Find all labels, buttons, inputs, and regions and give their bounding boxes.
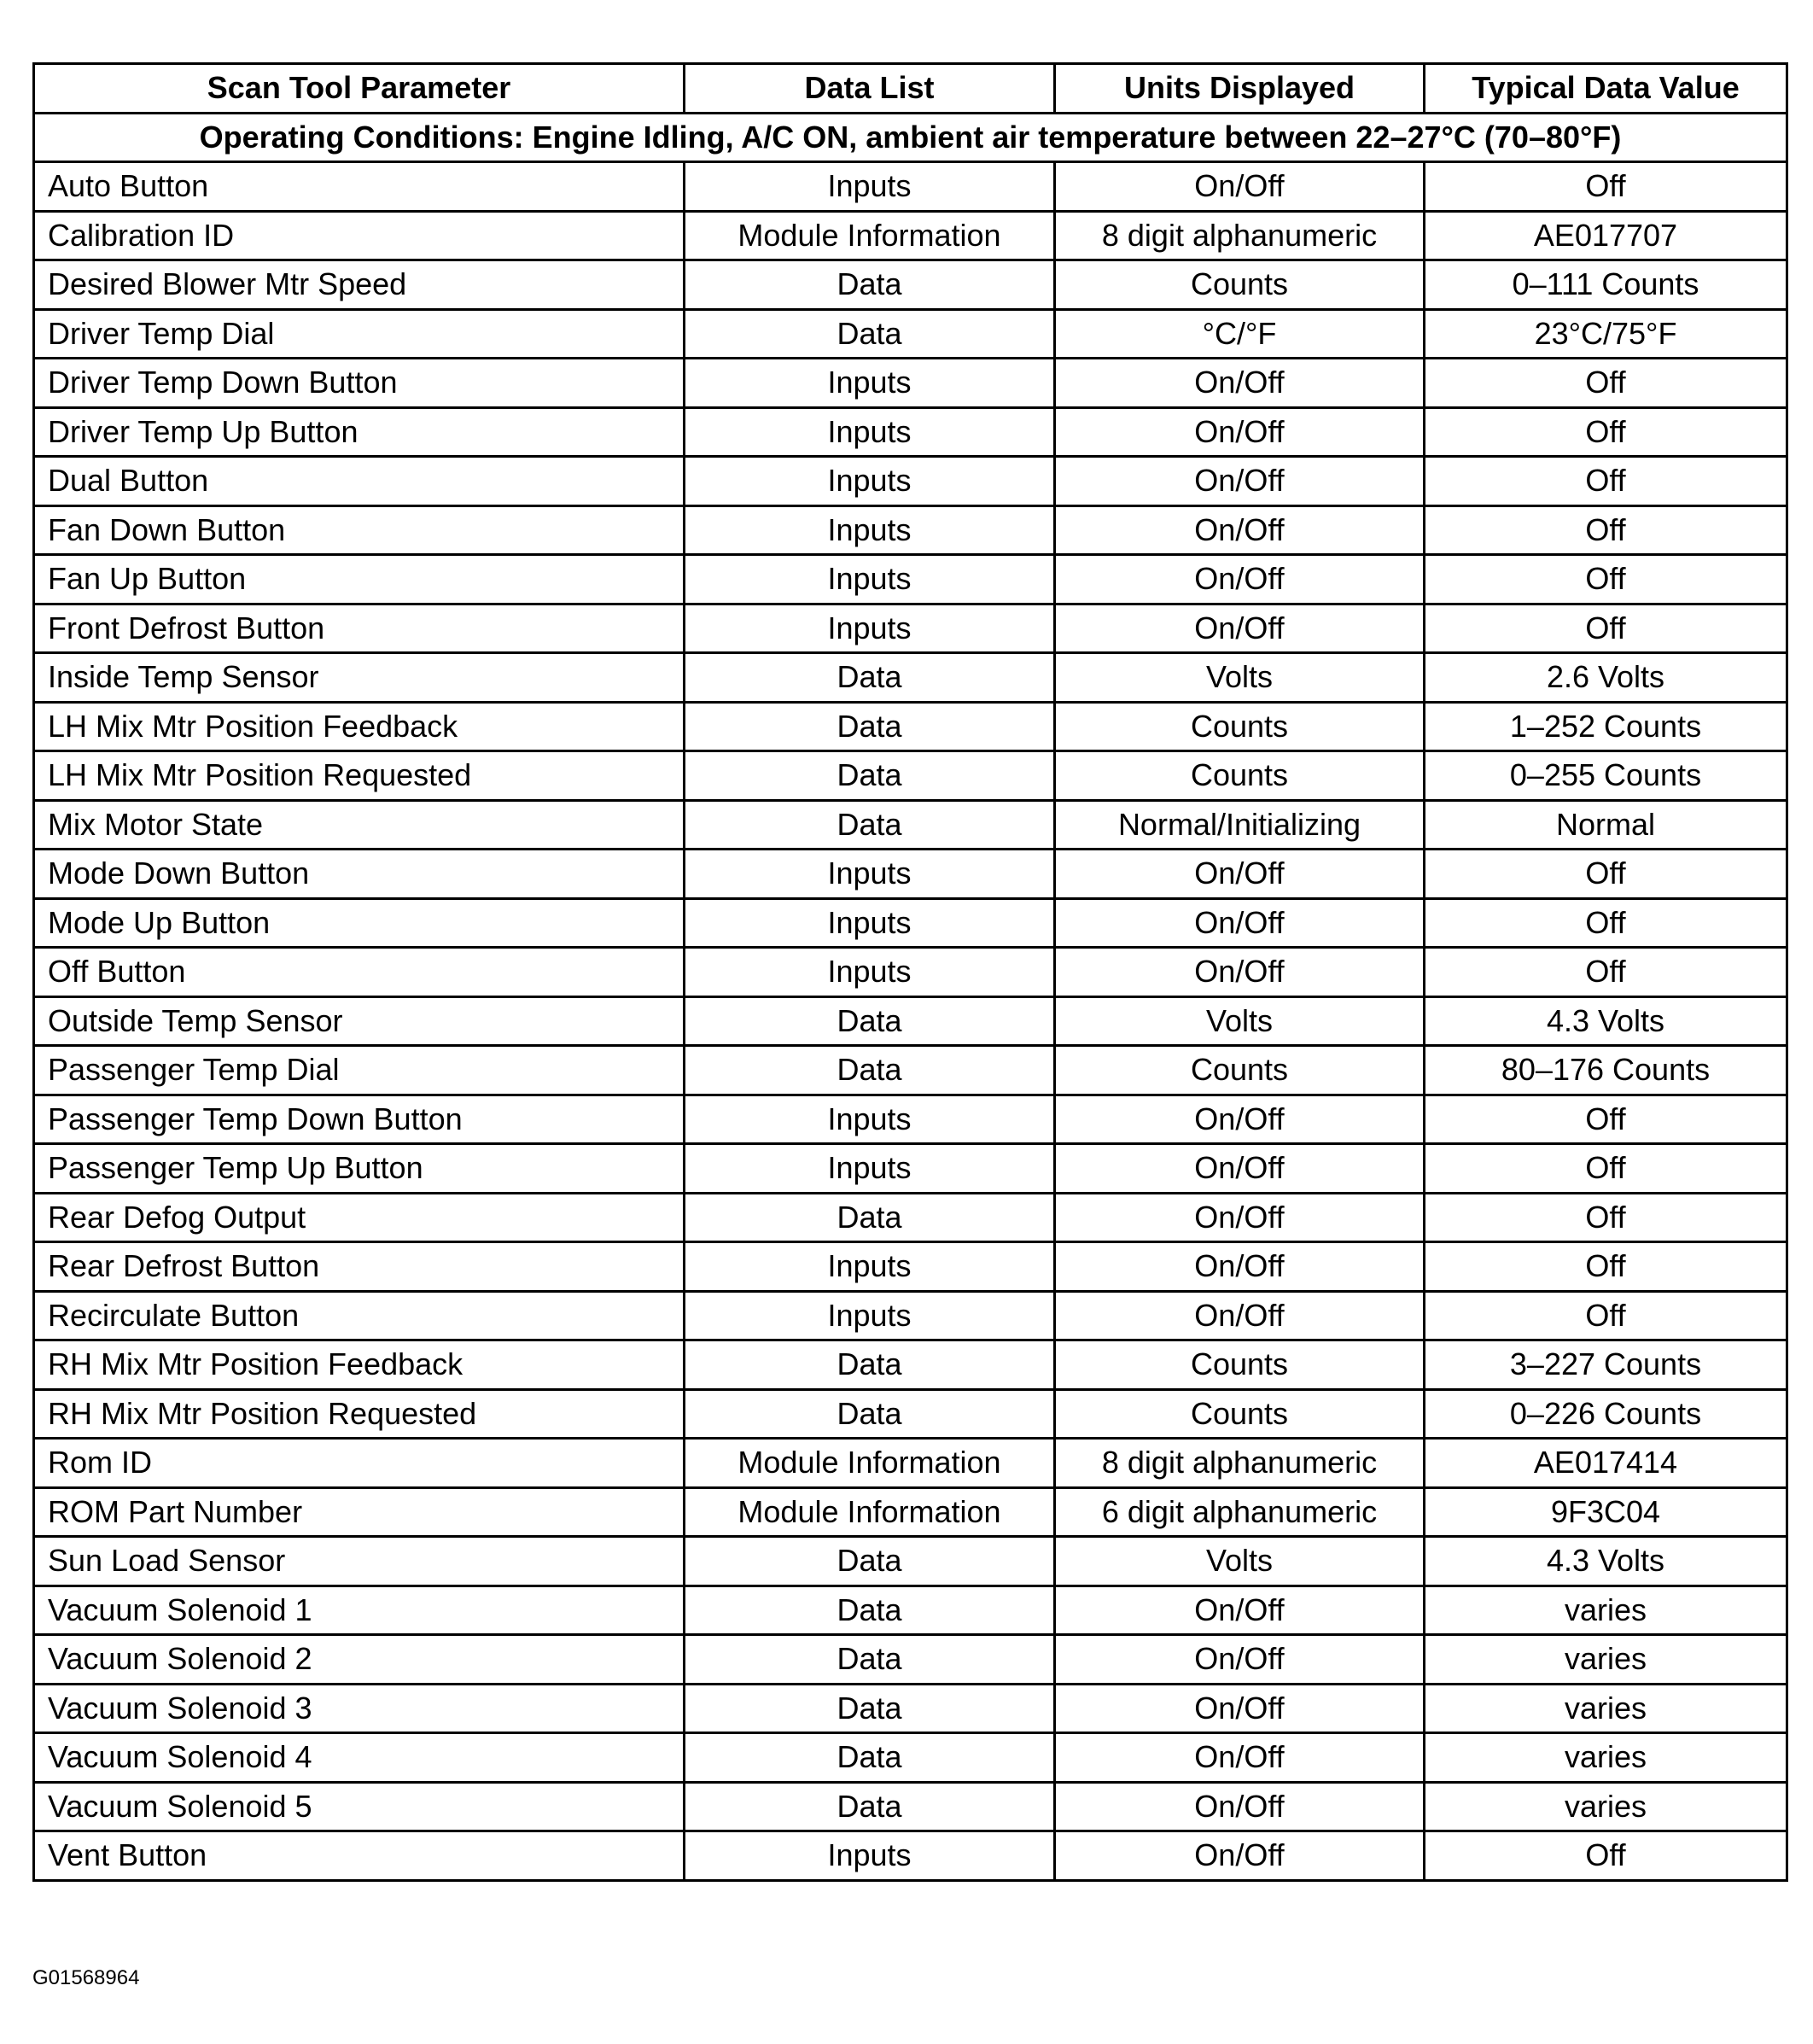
typical-value-cell: Normal (1425, 800, 1787, 850)
typical-value-cell: varies (1425, 1586, 1787, 1635)
typical-value-cell: AE017414 (1425, 1439, 1787, 1488)
table-row (34, 1193, 1787, 1242)
table-row (34, 1684, 1787, 1733)
parameter-cell: Mode Up Button (34, 898, 685, 948)
table-row (34, 653, 1787, 703)
data-list-cell: Inputs (685, 604, 1055, 653)
data-list-cell: Data (685, 996, 1055, 1046)
typical-value-cell: 2.6 Volts (1425, 653, 1787, 703)
parameter-cell: Desired Blower Mtr Speed (34, 260, 685, 310)
table-row (34, 1537, 1787, 1586)
table-row (34, 702, 1787, 751)
table-row (34, 505, 1787, 555)
typical-value-cell: Off (1425, 407, 1787, 457)
parameter-cell: Mode Down Button (34, 850, 685, 899)
parameter-cell: Inside Temp Sensor (34, 653, 685, 703)
units-cell: Counts (1055, 1340, 1425, 1390)
units-cell: Volts (1055, 1537, 1425, 1586)
data-list-cell: Data (685, 1782, 1055, 1831)
parameter-cell: Fan Down Button (34, 505, 685, 555)
units-cell: On/Off (1055, 850, 1425, 899)
table-row (34, 359, 1787, 408)
typical-value-cell: Off (1425, 898, 1787, 948)
units-cell: On/Off (1055, 407, 1425, 457)
data-list-cell: Data (685, 1537, 1055, 1586)
operating-conditions: Operating Conditions: Engine Idling, A/C ON, ambient air temperature between 22–27°C (70–80°F) (34, 113, 1787, 162)
table-row (34, 604, 1787, 653)
parameter-cell: RH Mix Mtr Position Requested (34, 1389, 685, 1439)
data-list-cell: Inputs (685, 850, 1055, 899)
table-row (34, 457, 1787, 506)
parameter-cell: RH Mix Mtr Position Feedback (34, 1340, 685, 1390)
figure-id: G01568964 (32, 1966, 140, 1989)
header-typical-data-value: Typical Data Value (1425, 64, 1787, 114)
header-scan-tool-parameter: Scan Tool Parameter (34, 64, 685, 114)
typical-value-cell: Off (1425, 948, 1787, 997)
units-cell: On/Off (1055, 1733, 1425, 1783)
table-row (34, 850, 1787, 899)
typical-value-cell: 0–111 Counts (1425, 260, 1787, 310)
table-row (34, 898, 1787, 948)
table-row (34, 751, 1787, 801)
units-cell: On/Off (1055, 948, 1425, 997)
parameter-cell: Calibration ID (34, 211, 685, 260)
parameter-cell: Front Defrost Button (34, 604, 685, 653)
table-row (34, 162, 1787, 212)
data-list-cell: Inputs (685, 1144, 1055, 1194)
data-list-cell: Data (685, 1733, 1055, 1783)
data-list-cell: Data (685, 1046, 1055, 1095)
units-cell: On/Off (1055, 1586, 1425, 1635)
table-row (34, 800, 1787, 850)
units-cell: On/Off (1055, 1144, 1425, 1194)
typical-value-cell: Off (1425, 604, 1787, 653)
units-cell: On/Off (1055, 505, 1425, 555)
typical-value-cell: Off (1425, 359, 1787, 408)
parameter-cell: LH Mix Mtr Position Feedback (34, 702, 685, 751)
table-row (34, 1831, 1787, 1881)
typical-value-cell: Off (1425, 1144, 1787, 1194)
units-cell: Volts (1055, 653, 1425, 703)
parameter-cell: Outside Temp Sensor (34, 996, 685, 1046)
data-list-cell: Inputs (685, 898, 1055, 948)
typical-value-cell: Off (1425, 1193, 1787, 1242)
units-cell: °C/°F (1055, 309, 1425, 359)
table-row (34, 1242, 1787, 1292)
typical-value-cell: varies (1425, 1684, 1787, 1733)
units-cell: Counts (1055, 1046, 1425, 1095)
table-row (34, 1340, 1787, 1390)
data-list-cell: Data (685, 1389, 1055, 1439)
typical-value-cell: 1–252 Counts (1425, 702, 1787, 751)
parameter-cell: Auto Button (34, 162, 685, 212)
parameter-cell: Driver Temp Down Button (34, 359, 685, 408)
table-row (34, 309, 1787, 359)
parameter-cell: Sun Load Sensor (34, 1537, 685, 1586)
typical-value-cell: 9F3C04 (1425, 1487, 1787, 1537)
table-row (34, 1487, 1787, 1537)
table-row (34, 1733, 1787, 1783)
table-row (34, 1635, 1787, 1685)
parameter-cell: ROM Part Number (34, 1487, 685, 1537)
data-list-cell: Inputs (685, 407, 1055, 457)
data-list-cell: Module Information (685, 1439, 1055, 1488)
typical-value-cell: Off (1425, 505, 1787, 555)
data-list-cell: Data (685, 1193, 1055, 1242)
units-cell: On/Off (1055, 1095, 1425, 1144)
parameter-cell: Passenger Temp Dial (34, 1046, 685, 1095)
data-list-cell: Inputs (685, 1095, 1055, 1144)
header-data-list: Data List (685, 64, 1055, 114)
typical-value-cell: Off (1425, 555, 1787, 604)
table-row (34, 211, 1787, 260)
units-cell: On/Off (1055, 359, 1425, 408)
data-list-cell: Inputs (685, 359, 1055, 408)
data-list-cell: Data (685, 260, 1055, 310)
scan-tool-data-table (32, 62, 1788, 1882)
data-list-cell: Inputs (685, 457, 1055, 506)
units-cell: 8 digit alphanumeric (1055, 211, 1425, 260)
table-row (34, 1586, 1787, 1635)
typical-value-cell: 80–176 Counts (1425, 1046, 1787, 1095)
parameter-cell: Rear Defrost Button (34, 1242, 685, 1292)
data-list-cell: Inputs (685, 1242, 1055, 1292)
data-list-cell: Data (685, 800, 1055, 850)
data-list-cell: Inputs (685, 555, 1055, 604)
data-list-cell: Data (685, 702, 1055, 751)
parameter-cell: Driver Temp Up Button (34, 407, 685, 457)
parameter-cell: Passenger Temp Down Button (34, 1095, 685, 1144)
units-cell: Counts (1055, 1389, 1425, 1439)
parameter-cell: Vacuum Solenoid 5 (34, 1782, 685, 1831)
parameter-cell: Vacuum Solenoid 1 (34, 1586, 685, 1635)
units-cell: On/Off (1055, 1782, 1425, 1831)
parameter-cell: Vent Button (34, 1831, 685, 1881)
typical-value-cell: 4.3 Volts (1425, 996, 1787, 1046)
table-row (34, 948, 1787, 997)
units-cell: On/Off (1055, 1831, 1425, 1881)
parameter-cell: Dual Button (34, 457, 685, 506)
parameter-cell: LH Mix Mtr Position Requested (34, 751, 685, 801)
table-body (34, 113, 1787, 1880)
typical-value-cell: Off (1425, 850, 1787, 899)
parameter-cell: Off Button (34, 948, 685, 997)
header-row (34, 64, 1787, 114)
units-cell: On/Off (1055, 1193, 1425, 1242)
parameter-cell: Driver Temp Dial (34, 309, 685, 359)
parameter-cell: Fan Up Button (34, 555, 685, 604)
typical-value-cell: Off (1425, 1291, 1787, 1340)
table-row (34, 1389, 1787, 1439)
typical-value-cell: varies (1425, 1635, 1787, 1685)
data-list-cell: Module Information (685, 211, 1055, 260)
data-list-cell: Inputs (685, 1831, 1055, 1881)
typical-value-cell: varies (1425, 1782, 1787, 1831)
units-cell: On/Off (1055, 457, 1425, 506)
table-row (34, 1046, 1787, 1095)
parameter-cell: Rear Defog Output (34, 1193, 685, 1242)
typical-value-cell: Off (1425, 1242, 1787, 1292)
data-list-cell: Inputs (685, 162, 1055, 212)
data-list-cell: Data (685, 1635, 1055, 1685)
units-cell: On/Off (1055, 604, 1425, 653)
parameter-cell: Passenger Temp Up Button (34, 1144, 685, 1194)
typical-value-cell: Off (1425, 1095, 1787, 1144)
typical-value-cell: 23°C/75°F (1425, 309, 1787, 359)
table-row (34, 996, 1787, 1046)
typical-value-cell: Off (1425, 1831, 1787, 1881)
data-list-cell: Data (685, 1684, 1055, 1733)
units-cell: 6 digit alphanumeric (1055, 1487, 1425, 1537)
parameter-cell: Rom ID (34, 1439, 685, 1488)
data-list-cell: Data (685, 1586, 1055, 1635)
units-cell: On/Off (1055, 1291, 1425, 1340)
data-list-cell: Inputs (685, 505, 1055, 555)
table-row (34, 555, 1787, 604)
parameter-cell: Recirculate Button (34, 1291, 685, 1340)
units-cell: Normal/Initializing (1055, 800, 1425, 850)
table-row (34, 1782, 1787, 1831)
units-cell: 8 digit alphanumeric (1055, 1439, 1425, 1488)
data-list-cell: Data (685, 653, 1055, 703)
table-row (34, 1095, 1787, 1144)
units-cell: On/Off (1055, 555, 1425, 604)
parameter-cell: Mix Motor State (34, 800, 685, 850)
units-cell: Counts (1055, 751, 1425, 801)
table-row (34, 407, 1787, 457)
header-units-displayed: Units Displayed (1055, 64, 1425, 114)
typical-value-cell: 3–227 Counts (1425, 1340, 1787, 1390)
data-list-cell: Data (685, 1340, 1055, 1390)
operating-conditions-row (34, 113, 1787, 162)
typical-value-cell: Off (1425, 162, 1787, 212)
typical-value-cell: AE017707 (1425, 211, 1787, 260)
units-cell: On/Off (1055, 1684, 1425, 1733)
data-list-cell: Data (685, 751, 1055, 801)
units-cell: On/Off (1055, 162, 1425, 212)
table-row (34, 1439, 1787, 1488)
table-row (34, 1144, 1787, 1194)
units-cell: On/Off (1055, 1242, 1425, 1292)
typical-value-cell: Off (1425, 457, 1787, 506)
data-list-cell: Data (685, 309, 1055, 359)
units-cell: On/Off (1055, 898, 1425, 948)
parameter-cell: Vacuum Solenoid 4 (34, 1733, 685, 1783)
data-list-cell: Inputs (685, 948, 1055, 997)
table-row (34, 1291, 1787, 1340)
parameter-cell: Vacuum Solenoid 2 (34, 1635, 685, 1685)
typical-value-cell: 0–255 Counts (1425, 751, 1787, 801)
units-cell: Counts (1055, 702, 1425, 751)
parameter-cell: Vacuum Solenoid 3 (34, 1684, 685, 1733)
table-row (34, 260, 1787, 310)
typical-value-cell: 4.3 Volts (1425, 1537, 1787, 1586)
units-cell: Volts (1055, 996, 1425, 1046)
typical-value-cell: 0–226 Counts (1425, 1389, 1787, 1439)
units-cell: Counts (1055, 260, 1425, 310)
typical-value-cell: varies (1425, 1733, 1787, 1783)
data-list-cell: Inputs (685, 1291, 1055, 1340)
units-cell: On/Off (1055, 1635, 1425, 1685)
data-list-cell: Module Information (685, 1487, 1055, 1537)
